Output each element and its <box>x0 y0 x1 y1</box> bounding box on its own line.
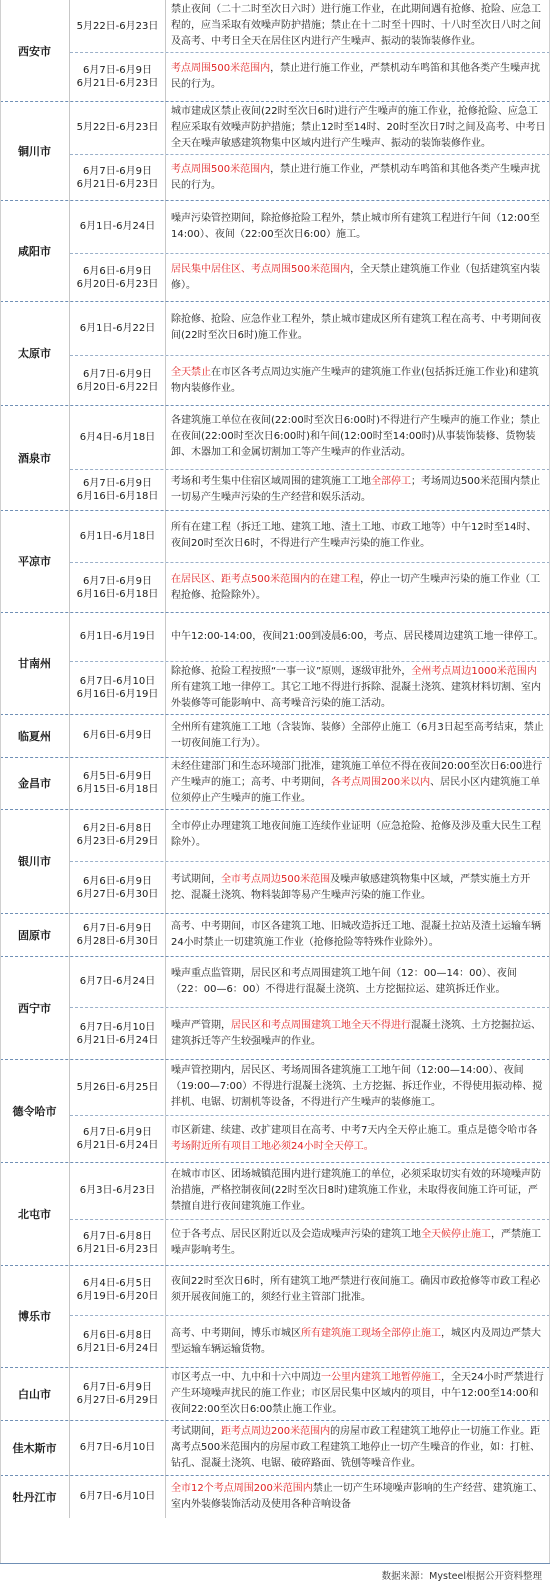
date-range: 6月7日-6月9日 <box>82 65 153 76</box>
restriction-description <box>166 1059 550 1115</box>
date-range: 5月22日-6月23日 <box>76 20 159 32</box>
highlighted-restriction: 考点周围500米范围内 <box>171 63 271 74</box>
date-range-cell <box>70 405 166 469</box>
date-range: 6月1日-6月24日 <box>79 221 156 232</box>
city-name: 白山市 <box>0 1367 70 1420</box>
group-divider <box>0 405 550 406</box>
highlighted-restriction: 居民区和考点周围建筑工地全天不得进行 <box>231 1019 411 1031</box>
date-range: 6月6日-6月9日 <box>82 265 153 277</box>
city-name: 佳木斯市 <box>0 1420 70 1475</box>
description-text <box>171 413 546 461</box>
restriction-description <box>166 1367 550 1420</box>
table-row <box>70 1219 550 1265</box>
date-range-cell <box>70 155 166 200</box>
date-range-cell <box>70 510 166 562</box>
table-row <box>70 1265 550 1315</box>
description-text <box>171 1123 546 1155</box>
description-text <box>171 664 546 712</box>
date-range: 6月21日-6月23日 <box>76 1243 159 1255</box>
date-range: 6月5日-6月9日 <box>82 771 153 782</box>
table-row <box>70 253 550 301</box>
city-group <box>0 757 550 809</box>
table-row <box>70 200 550 253</box>
city-group <box>0 0 550 101</box>
table-row <box>70 612 550 661</box>
description-text <box>171 211 546 243</box>
text-segment: 的房屋市政工程建筑工地停止一切施工作业。距离考点500米范围内的房屋市政工程建筑工地停止一切产生噪音的作业，如：打桩、钻孔、混凝土浇筑、电锯、破碎路面、铣刨等噪音作业。 <box>171 1425 541 1469</box>
text-segment: 未经住建部门和生态环境部门批准，建筑施工单位不得在夜间20:00至次日6:00进行产生噪声的施工；高考、中考期间， <box>171 761 543 788</box>
text-segment: 所有建筑工地一律停工。其它工地不得进行拆除、混凝土浇筑、建筑材料切割、室内外装修等可能影响中、高考噪音污染的施工活动。 <box>171 682 541 709</box>
text-segment: ，停止一切产生噪声污染的施工作业（工程抢修、抢险除外）。 <box>171 573 541 601</box>
date-range: 6月6日-6月9日 <box>82 875 153 887</box>
restriction-description <box>166 913 550 956</box>
restriction-description <box>166 301 550 355</box>
city-name: 铜川市 <box>0 101 70 200</box>
date-range-cell <box>70 1265 166 1315</box>
date-range: 6月21日-6月23日 <box>76 78 159 89</box>
description-text <box>171 1063 546 1111</box>
description-text <box>171 1018 546 1050</box>
date-range: 6月16日-6月18日 <box>76 491 159 502</box>
description-text <box>171 720 546 752</box>
date-range-cell <box>70 757 166 809</box>
date-range: 6月4日-6月18日 <box>79 431 156 443</box>
group-divider <box>0 1162 550 1163</box>
date-range: 6月4日-6月5日 <box>82 1278 153 1289</box>
table-row <box>70 1420 550 1475</box>
group-divider <box>0 956 550 957</box>
table-row <box>70 757 550 809</box>
restriction-description <box>166 956 550 1007</box>
text-segment: 除抢修、抢险工程按照“一事一议”原则，逐级审批外， <box>171 666 412 677</box>
text-segment: 市区新建、续建、改扩建项目在高考、中考7天内全天停止施工。重点是德令哈市各 <box>171 1125 538 1136</box>
date-range: 6月7日-6月9日 <box>82 1127 153 1138</box>
date-range: 6月7日-6月8日 <box>82 1230 153 1242</box>
restriction-description <box>166 809 550 861</box>
description-text <box>171 1481 546 1513</box>
date-range-cell <box>70 53 166 101</box>
city-name: 太原市 <box>0 301 70 405</box>
description-text <box>171 759 546 807</box>
city-group <box>0 1420 550 1475</box>
table-row <box>70 355 550 405</box>
group-divider <box>0 301 550 302</box>
date-range-cell <box>70 254 166 301</box>
date-range-cell <box>70 1008 166 1059</box>
table-left-border <box>0 0 1 1563</box>
date-range: 6月15日-6月18日 <box>76 784 159 795</box>
city-name: 银川市 <box>0 809 70 913</box>
city-name: 德令哈市 <box>0 1059 70 1162</box>
city-group <box>0 510 550 612</box>
table-bottom-border <box>0 1563 550 1564</box>
city-name: 甘南州 <box>0 612 70 714</box>
table-row <box>70 405 550 469</box>
city-name: 平凉市 <box>0 510 70 612</box>
date-range-cell <box>70 913 166 956</box>
city-group <box>0 301 550 405</box>
date-range: 6月27日-6月29日 <box>76 1394 159 1406</box>
date-range: 6月16日-6月19日 <box>76 689 159 700</box>
restriction-description <box>166 662 550 714</box>
city-group <box>0 101 550 200</box>
date-range: 6月7日-6月9日 <box>82 922 153 934</box>
text-segment: ，严禁施工噪声影响考生。 <box>171 1228 541 1256</box>
restriction-description <box>166 1316 550 1367</box>
date-range-cell <box>70 101 166 154</box>
restriction-description <box>166 101 550 154</box>
date-range: 6月3日-6月23日 <box>79 1185 156 1196</box>
date-range: 6月7日-6月9日 <box>82 478 153 489</box>
date-range: 5月22日-6月23日 <box>76 122 159 133</box>
date-range: 6月2日-6月8日 <box>82 823 153 834</box>
city-group <box>0 1265 550 1367</box>
table-row <box>70 101 550 154</box>
text-segment: 、居民小区内建筑施工单位须停止产生噪声的施工作业。 <box>171 777 541 804</box>
restriction-description <box>166 405 550 469</box>
date-range: 6月20日-6月23日 <box>76 278 159 290</box>
group-divider <box>0 1265 550 1266</box>
description-text <box>171 365 546 397</box>
date-range: 6月21日-6月24日 <box>76 1034 159 1046</box>
date-range: 6月20日-6月22日 <box>76 381 159 393</box>
restriction-description <box>166 254 550 301</box>
restriction-description <box>166 356 550 405</box>
date-range-cell <box>70 956 166 1007</box>
date-range-cell <box>70 1475 166 1518</box>
table-row <box>70 0 550 52</box>
date-range: 5月26日-6月25日 <box>76 1081 159 1093</box>
description-text <box>171 1424 546 1472</box>
highlighted-restriction: 全市考点周边500米范围 <box>221 873 331 885</box>
date-range-cell <box>70 1162 166 1219</box>
group-divider <box>0 510 550 511</box>
restriction-description <box>166 200 550 253</box>
description-text <box>171 474 546 506</box>
date-range: 6月21日-6月24日 <box>76 1342 159 1354</box>
table-row <box>70 714 550 757</box>
date-range: 6月27日-6月30日 <box>76 888 159 900</box>
highlighted-restriction: 全部停工 <box>371 476 411 487</box>
date-range-cell <box>70 612 166 661</box>
highlighted-restriction: 全市12个考点周围200米范围内 <box>171 1482 313 1494</box>
highlighted-restriction: 所有建筑施工现场全部停止施工 <box>301 1327 441 1339</box>
description-text <box>171 1167 546 1215</box>
date-range-cell <box>70 470 166 510</box>
city-group <box>0 1059 550 1162</box>
text-segment: ，全天禁止建筑施工作业（包括建筑室内装修）。 <box>171 263 541 291</box>
restriction-description <box>166 155 550 200</box>
date-range: 6月7日-6月9日 <box>82 165 153 177</box>
description-text <box>171 629 544 645</box>
text-segment: ，禁止进行施工作业，严禁机动车鸣笛和其他各类产生噪声扰民的行为。 <box>171 63 541 90</box>
description-text <box>171 919 546 951</box>
city-name: 咸阳市 <box>0 200 70 301</box>
restriction-description <box>166 53 550 101</box>
text-segment: 考试期间， <box>171 873 221 885</box>
text-segment: 高考、中考期间，博乐市城区 <box>171 1327 301 1339</box>
city-group <box>0 809 550 913</box>
highlighted-restriction: 距考点周边200米范围内 <box>221 1425 331 1437</box>
group-divider <box>0 1367 550 1368</box>
city-group <box>0 405 550 510</box>
group-divider <box>0 1059 550 1060</box>
text-segment: 市区考点一中、九中和十六中周边 <box>171 1371 321 1383</box>
date-range-cell <box>70 1367 166 1420</box>
city-group <box>0 714 550 757</box>
text-segment: 及噪声敏感建筑物集中区域，严禁实施土方开挖、混凝土浇筑、物料装卸等易产生噪声污染的施工作业。 <box>171 873 531 901</box>
description-text <box>171 104 546 152</box>
highlighted-restriction: 考场附近所有项目工地必须24小时全天停工。 <box>171 1141 374 1152</box>
text-segment: ，全天24小时严禁进行产生环境噪声扰民的施工作业；市区居民集中区域内的项目，中午12:00至14:00和夜间22:00至次日6:00禁止施工作业。 <box>171 1371 544 1415</box>
description-text <box>171 262 546 294</box>
restriction-description <box>166 1008 550 1059</box>
description-text <box>171 162 546 194</box>
date-range: 6月6日-6月9日 <box>82 730 153 741</box>
date-range: 6月7日-6月9日 <box>82 1381 153 1393</box>
text-segment: 噪声重点监管期，居民区和考点周围建筑工地午间（12：00—14：00）、夜间（22：00—6：00）不得进行混凝土浇筑、土方挖掘拉运、建筑拆迁作业。 <box>171 967 517 995</box>
table-row <box>70 52 550 101</box>
highlighted-restriction: 一公里内建筑工地暂停施工 <box>321 1371 441 1383</box>
group-divider <box>0 714 550 715</box>
date-range-cell <box>70 301 166 355</box>
table-row <box>70 861 550 913</box>
date-range: 6月19日-6月20日 <box>76 1291 159 1302</box>
date-range-cell <box>70 1420 166 1475</box>
restriction-description <box>166 757 550 809</box>
date-range-cell <box>70 563 166 612</box>
text-segment: ；考场周边500米范围内禁止一切易产生噪声污染的生产经营和娱乐活动。 <box>171 476 541 503</box>
highlighted-restriction: 全州考点周边1000米范围内 <box>411 666 537 677</box>
date-range: 6月1日-6月19日 <box>79 631 156 642</box>
highlighted-restriction: 各考点周围200米以内 <box>331 777 431 788</box>
date-range-cell <box>70 356 166 405</box>
highlighted-restriction: 在居民区、距考点500米范围内的在建工程 <box>171 573 361 585</box>
restriction-description <box>166 862 550 913</box>
table-row <box>70 1475 550 1518</box>
table-row <box>70 469 550 510</box>
date-range: 6月7日-6月9日 <box>82 368 153 380</box>
date-range-cell <box>70 1220 166 1265</box>
date-range: 6月7日-6月10日 <box>79 1021 156 1033</box>
description-text <box>171 966 546 998</box>
date-range: 6月1日-6月22日 <box>79 322 156 334</box>
date-range-cell <box>70 1059 166 1115</box>
table-row <box>70 1007 550 1059</box>
date-range: 6月21日-6月23日 <box>76 178 159 190</box>
text-segment: 禁止夜间（二十二时至次日六时）进行施工作业，在此期间遇有抢修、抢险、应急工程的，应当采取有效噪声防护措施；禁止在十二时至十四时、十八时至次日八时之间及高考、中考日全天在居住区内进行产生噪声、振动的装饰装修作业。 <box>171 4 541 47</box>
text-segment: 除抢修、抢险、应急作业工程外，禁止城市建成区所有建筑工程在高考、中考期间夜间(22时至次日6时)施工作业。 <box>171 314 541 341</box>
highlighted-restriction: 全天候停止施工 <box>421 1228 491 1240</box>
text-segment: 城市建成区禁止夜间(22时至次日6时)进行产生噪声的施工作业，抢修抢险、应急工程应采取有效噪声防护措施；禁止12时至14时、20时至次日7时之间及高考、中考日全天在噪声敏感建筑物集中区域内进行产生噪声、振动的装饰装修作业。 <box>171 105 546 149</box>
text-segment: 中午12:00-14:00，夜间21:00到凌晨6:00，考点、居民楼周边建筑工地一律停工。 <box>171 630 544 642</box>
date-range: 6月7日-6月10日 <box>79 1442 156 1453</box>
table-row <box>70 1367 550 1420</box>
date-range: 6月7日-6月10日 <box>79 1491 156 1502</box>
city-group <box>0 1475 550 1518</box>
text-segment: 噪声污染管控期间，除抢修抢险工程外，禁止城市所有建筑工程进行午间（12:00至14:00）、夜间（22:00至次日6:00）施工。 <box>171 212 540 240</box>
highlighted-restriction: 考点周围500米范围内 <box>171 163 271 175</box>
text-segment: ，禁止进行施工作业，严禁机动车鸣笛和其他各类产生噪声扰民的行为。 <box>171 163 541 191</box>
date-range-cell <box>70 714 166 757</box>
date-range: 6月7日-6月9日 <box>82 575 153 587</box>
date-range-cell <box>70 809 166 861</box>
table-row <box>70 661 550 714</box>
date-range-cell <box>70 862 166 913</box>
description-text <box>171 1326 546 1358</box>
restriction-description <box>166 510 550 562</box>
date-range-cell <box>70 1116 166 1162</box>
city-name: 金昌市 <box>0 757 70 809</box>
group-divider <box>0 200 550 201</box>
restriction-description <box>166 0 550 52</box>
group-divider <box>0 913 550 914</box>
restriction-description <box>166 1162 550 1219</box>
city-name: 固原市 <box>0 913 70 956</box>
restriction-description <box>166 1116 550 1162</box>
city-group <box>0 612 550 714</box>
city-name: 西安市 <box>0 0 70 101</box>
date-range-cell <box>70 0 166 52</box>
description-text <box>171 1370 546 1418</box>
table-row <box>70 913 550 956</box>
restriction-description <box>166 1265 550 1315</box>
text-segment: 高考、中考期间，市区各建筑工地、旧城改造拆迁工地、混凝土拉站及渣土运输车辆24小时禁止一切建筑施工作业（抢修抢险等特殊作业除外）。 <box>171 920 541 948</box>
text-segment: 位于各考点、居民区附近以及会造成噪声污染的建筑工地 <box>171 1228 421 1240</box>
group-divider <box>0 612 550 613</box>
table-row <box>70 154 550 200</box>
date-range: 6月7日-6月24日 <box>79 976 156 987</box>
text-segment: 所有在建工程（拆迁工地、建筑工地、渣土工地、市政工地等）中午12时至14时、夜间20时至次日6时，不得进行产生噪声污染的施工作业。 <box>171 522 537 549</box>
table-row <box>70 510 550 562</box>
date-range-cell <box>70 200 166 253</box>
date-range: 6月7日-6月10日 <box>79 676 156 687</box>
source-note: 数据来源：Mysteel根据公开资料整理 <box>381 1571 542 1582</box>
restriction-description <box>166 1420 550 1475</box>
description-text <box>171 312 546 344</box>
text-segment: 在城市市区、团场城镇范围内进行建筑施工的单位，必须采取切实有效的环境噪声防治措施，严格控制夜间(22时至次日8时)建筑施工作业，未取得夜间施工许可证，严禁擅自进行夜间建筑施工作业。 <box>171 1168 541 1212</box>
date-range: 6月28日-6月30日 <box>76 935 159 947</box>
date-range: 6月6日-6月8日 <box>82 1329 153 1341</box>
group-divider <box>0 809 550 810</box>
city-name: 酒泉市 <box>0 405 70 510</box>
city-group <box>0 1162 550 1265</box>
date-range: 6月21日-6月24日 <box>76 1140 159 1151</box>
description-text <box>171 872 546 904</box>
table-row <box>70 1059 550 1115</box>
table-row <box>70 1162 550 1219</box>
restriction-description <box>166 470 550 510</box>
text-segment: 全州所有建筑施工工地（含装饰、装修）全部停止施工（6月3日起至高考结束，禁止一切夜间施工行为）。 <box>171 721 544 749</box>
text-segment: 全市停止办理建筑工地夜间施工连续作业证明（应急抢险、抢修及涉及重大民生工程除外）。 <box>171 821 541 848</box>
table-row <box>70 809 550 861</box>
city-name: 北屯市 <box>0 1162 70 1265</box>
group-divider <box>0 101 550 102</box>
city-name: 博乐市 <box>0 1265 70 1367</box>
highlighted-restriction: 居民集中居住区、考点周围500米范围内 <box>171 263 351 275</box>
description-text <box>171 61 546 93</box>
description-text <box>171 2 546 50</box>
restriction-description <box>166 563 550 612</box>
text-segment: ，城区内及周边严禁大型运输车辆运输货物。 <box>171 1327 541 1355</box>
restriction-description <box>166 714 550 757</box>
description-text <box>171 1274 546 1306</box>
restriction-description <box>166 612 550 661</box>
text-segment: 在市区各考点周边实施产生噪声的建筑施工作业(包括拆迁施工作业)和建筑物内装修作业。 <box>171 366 539 394</box>
date-range-cell <box>70 1316 166 1367</box>
table-row <box>70 301 550 355</box>
text-segment: 考试期间， <box>171 1425 221 1437</box>
group-divider <box>0 757 550 758</box>
date-range: 6月16日-6月18日 <box>76 588 159 600</box>
text-segment: 禁止一切产生环境噪声影响的生产经营、建筑施工、室内外装修装饰活动及使用各种音响设备 <box>171 1482 543 1510</box>
text-segment: 各建筑施工单位在夜间(22:00时至次日6:00时)不得进行产生噪声的施工作业；禁止在夜间(22:00时至次日6:00时)和午间(12:00时至14:00时)从事装饰装修、货物装卸、木器加工和金属切割加工等产生噪声的作业活动。 <box>171 415 541 458</box>
city-group <box>0 200 550 301</box>
city-group <box>0 1367 550 1420</box>
table-row <box>70 956 550 1007</box>
table-row <box>70 562 550 612</box>
date-range: 6月1日-6月18日 <box>79 530 156 542</box>
description-text <box>171 1227 546 1259</box>
city-name: 临夏州 <box>0 714 70 757</box>
description-text <box>171 520 546 552</box>
group-divider <box>0 1475 550 1476</box>
city-group <box>0 956 550 1059</box>
table-row <box>70 1115 550 1162</box>
date-range: 6月23日-6月29日 <box>76 836 159 847</box>
city-name: 牡丹江市 <box>0 1475 70 1518</box>
text-segment: 混凝土浇筑、土方挖掘拉运、建筑拆迁等产生较强噪声的作业。 <box>171 1019 541 1047</box>
text-segment: 噪声严管期， <box>171 1019 231 1031</box>
table-row <box>70 1315 550 1367</box>
description-text <box>171 819 546 851</box>
highlighted-restriction: 全天禁止 <box>171 366 211 378</box>
restriction-description <box>166 1475 550 1518</box>
restriction-description <box>166 1220 550 1265</box>
group-divider <box>0 1420 550 1421</box>
description-text <box>171 572 546 604</box>
text-segment: 考场和考生集中住宿区域周围的建筑施工工地 <box>171 476 371 487</box>
text-segment: 噪声管控期内，居民区、考场周围各建筑施工工地午间（12:00—14:00）、夜间（19:00—7:00）不得进行混凝土浇筑、土方挖掘、拆迁作业，不得使用振动棒、搅拌机、电锯、切割机等设备，不得进行产生噪声的装修施工。 <box>171 1065 543 1108</box>
city-group <box>0 913 550 956</box>
text-segment: 夜间22时至次日6时，所有建筑工地严禁进行夜间施工。确因市政抢修等市政工程必须开展夜间施工的，须经行业主管部门批准。 <box>171 1276 541 1303</box>
city-name: 西宁市 <box>0 956 70 1059</box>
date-range-cell <box>70 662 166 714</box>
